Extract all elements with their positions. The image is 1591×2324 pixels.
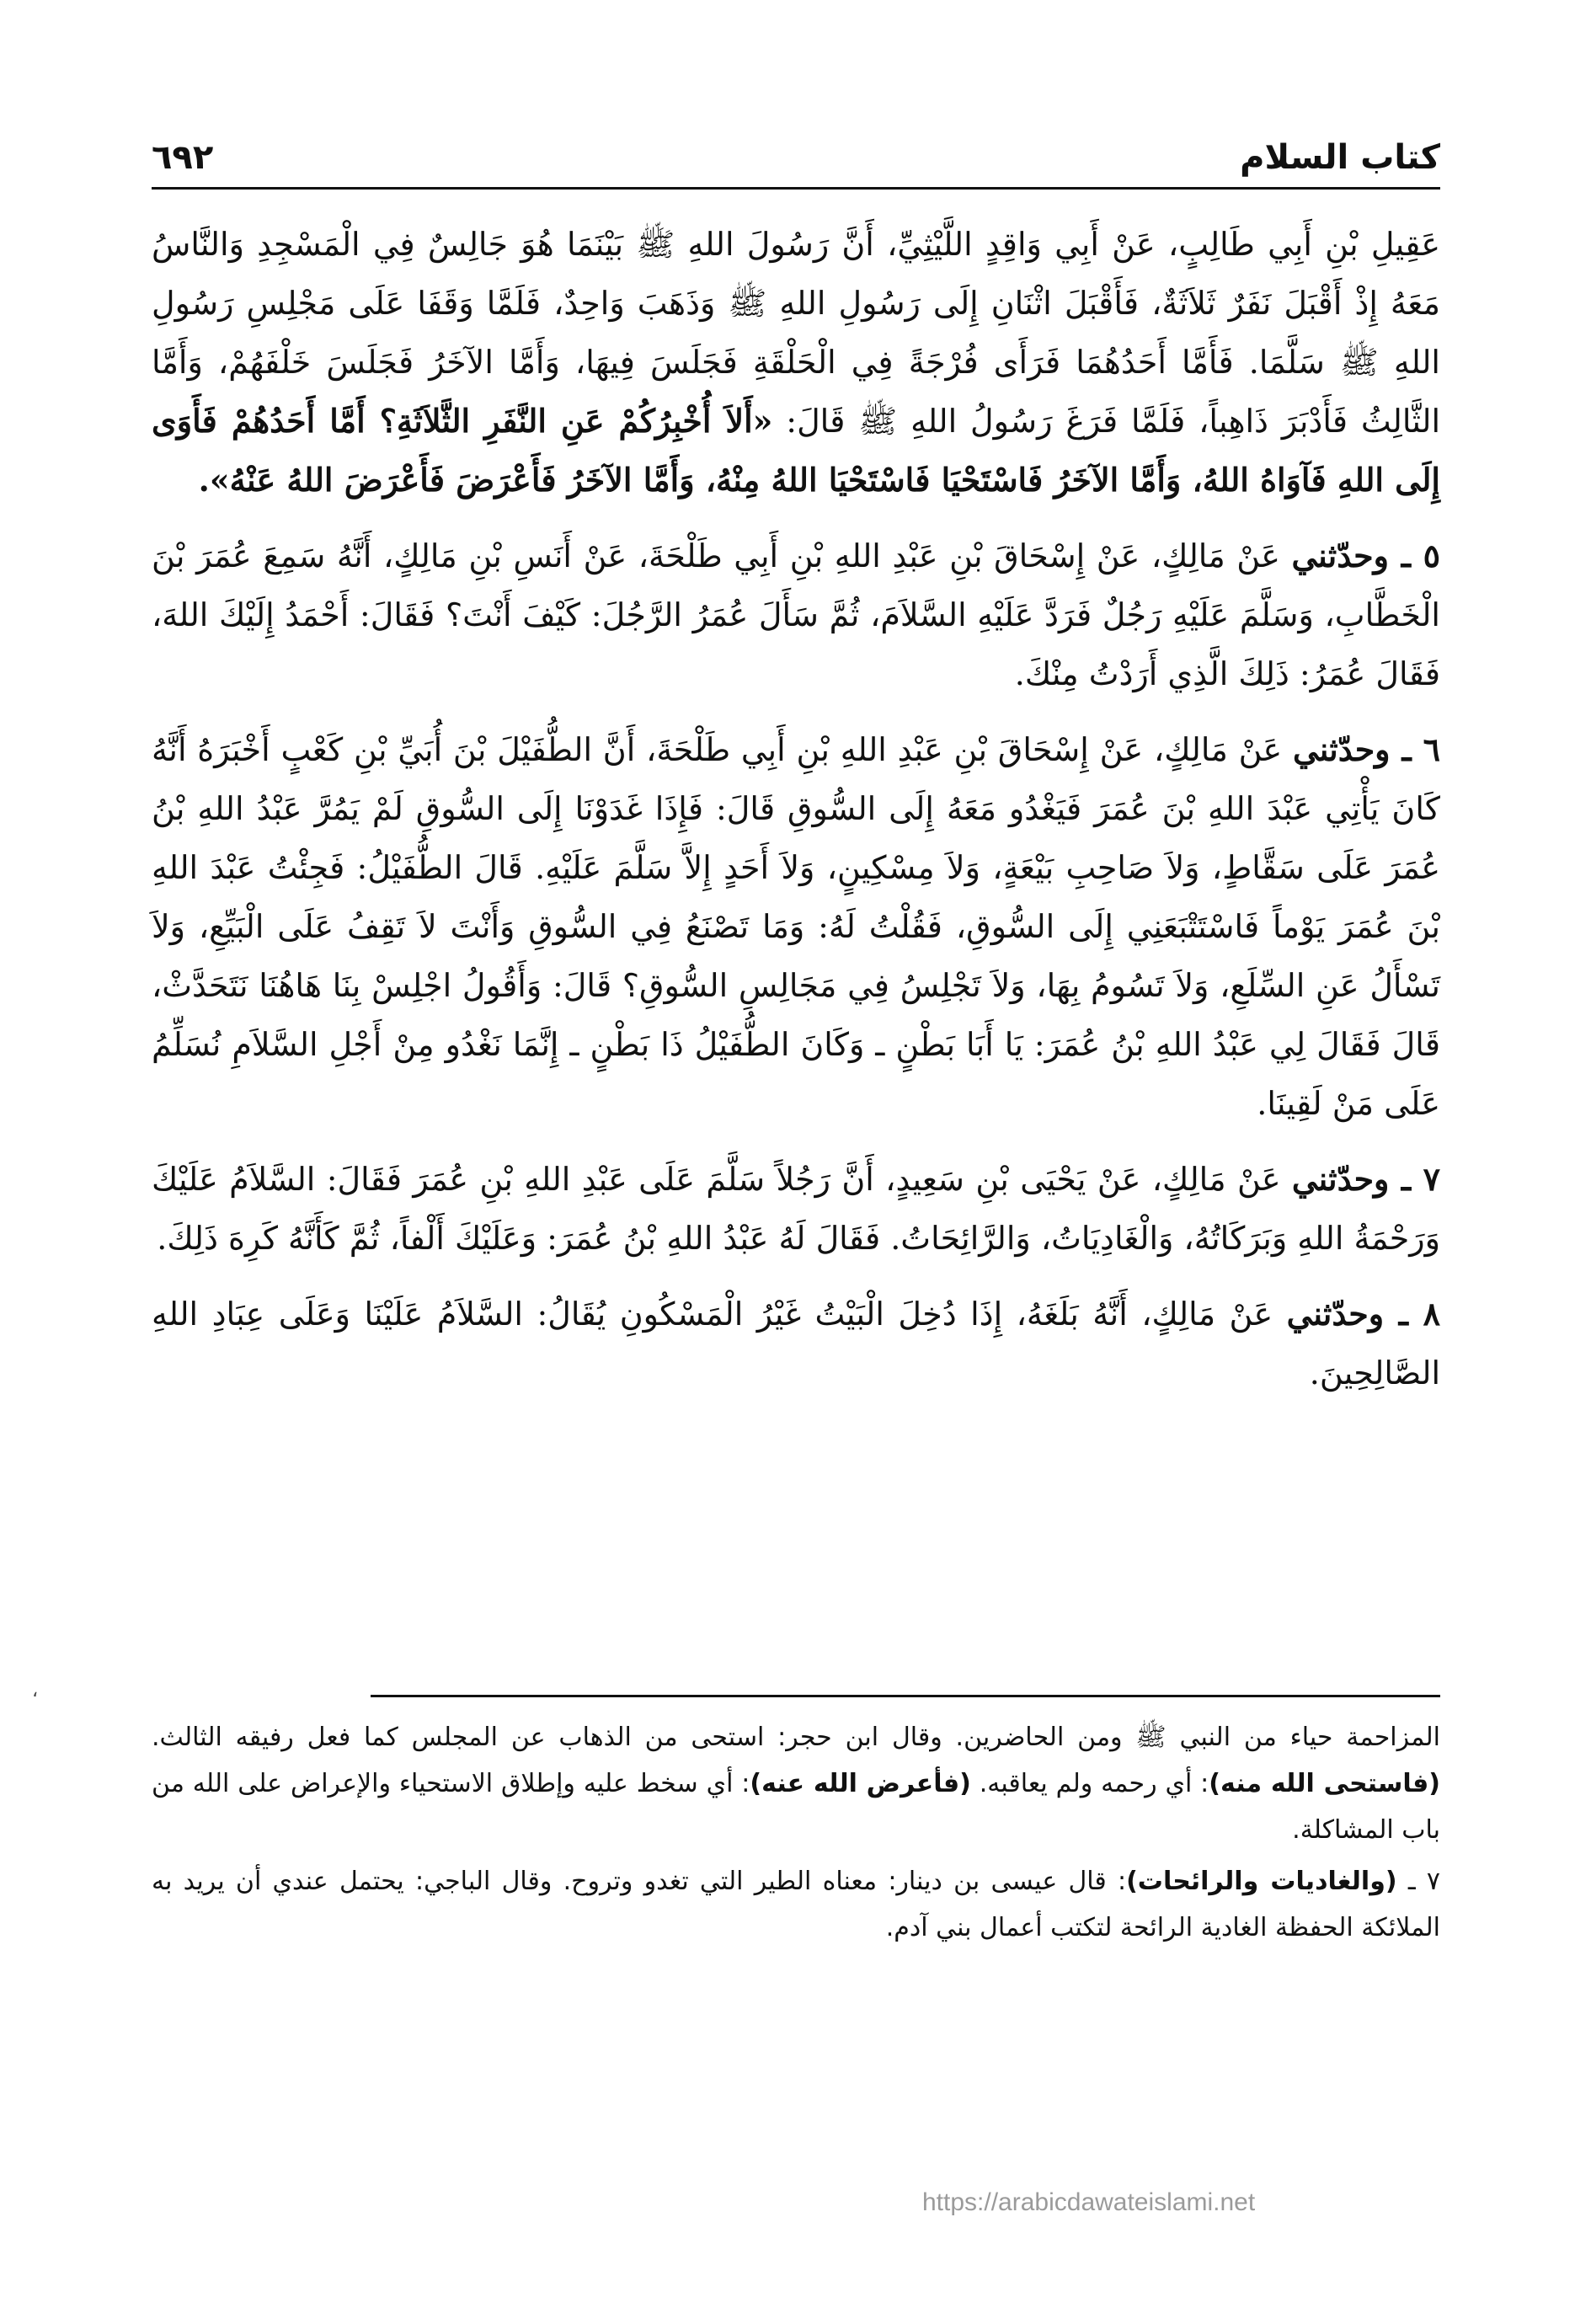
paragraph-text: عَقِيلِ بْنِ أَبِي طَالِبٍ، عَنْ أَبِي وَاقِدٍ اللَّيْثِيِّ، أَنَّ رَسُولَ اللهِ ﷺ بَيْنَمَا هُوَ جَالِسٌ فِي الْمَسْجِدِ وَالنَّاسُ مَعَهُ إِذْ أَقْبَلَ نَفَرٌ ثَلاَثَةٌ، فَأَقْبَلَ اثْنَانِ إِلَى رَسُولِ اللهِ ﷺ وَذَهَبَ وَاحِدٌ، فَلَمَّا وَقَفَا عَلَى مَجْلِسِ رَسُولِ اللهِ ﷺ سَلَّمَا. فَأَمَّا أَحَدُهُمَا فَرَأَى فُرْجَةً فِي الْحَلْقَةِ فَجَلَسَ فِيهَا، وَأَمَّا الآخَرُ فَجَلَسَ خَلْفَهُمْ، وَأَمَّا الثَّالِثُ فَأَدْبَرَ ذَاهِباً، فَلَمَّا فَرَغَ رَسُولُ اللهِ ﷺ قَالَ: (152, 226, 1440, 440)
hadith-body: عَنْ مَالِكٍ، عَنْ يَحْيَى بْنِ سَعِيدٍ، أَنَّ رَجُلاً سَلَّمَ عَلَى عَبْدِ اللهِ بْنِ عُمَرَ فَقَالَ: السَّلاَمُ عَلَيْكَ وَرَحْمَةُ اللهِ وَبَرَكَاتُهُ، وَالْغَادِيَاتُ، وَالرَّائِحَاتُ. فَقَالَ لَهُ عَبْدُ اللهِ بْنُ عُمَرَ: وَعَلَيْكَ أَلْفاً، ثُمَّ كَأَنَّهُ كَرِهَ ذَلِكَ. (152, 1161, 1440, 1257)
watermark-url: https://arabicdawateislami.net (922, 2188, 1256, 2216)
footnotes (152, 1714, 1440, 1956)
narration-keyword: وحدّثني (1286, 1295, 1385, 1333)
footnote-text: : قال عيسى بن دينار: معناه الطير التي تغدو وتروح. وقال الباجي: يحتمل عندي أن يريد به الملائكة الحفظة الغادية الرائحة لتكتب أعمال بني آدم. (152, 1867, 1440, 1942)
footnote-lemma: (فاستحى الله منه) (1209, 1769, 1440, 1798)
book-page (152, 110, 1440, 2232)
footnote-lemma: (فأعرض الله عنه) (750, 1769, 971, 1798)
hadith-6 (152, 720, 1440, 1133)
paragraph-continued (152, 215, 1440, 510)
hadith-8 (152, 1285, 1440, 1402)
hadith-number: ٦ ـ (1390, 730, 1440, 768)
footnote-text: : أي رحمه ولم يعاقبه. (970, 1769, 1209, 1798)
hadith-body: عَنْ مَالِكٍ، عَنْ إِسْحَاقَ بْنِ عَبْدِ اللهِ بْنِ أَبِي طَلْحَةَ، أَنَّ الطُّفَيْلَ بْنَ أُبَيِّ بْنِ كَعْبٍ أَخْبَرَهُ أَنَّهُ كَانَ يَأْتِي عَبْدَ اللهِ بْنَ عُمَرَ فَيَغْدُو مَعَهُ إِلَى السُّوقِ قَالَ: فَإِذَا غَدَوْنَا إِلَى السُّوقِ لَمْ يَمُرَّ عَبْدُ اللهِ بْنُ عُمَرَ عَلَى سَقَّاطٍ، وَلاَ صَاحِبِ بَيْعَةٍ، وَلاَ مِسْكِينٍ، وَلاَ أَحَدٍ إِلاَّ سَلَّمَ عَلَيْهِ. قَالَ الطُّفَيْلُ: فَجِئْتُ عَبْدَ اللهِ بْنَ عُمَرَ يَوْماً فَاسْتَتْبَعَنِي إِلَى السُّوقِ، فَقُلْتُ لَهُ: وَمَا تَصْنَعُ فِي السُّوقِ وَأَنْتَ لاَ تَقِفُ عَلَى الْبَيِّعِ، وَلاَ تَسْأَلُ عَنِ السِّلَعِ، وَلاَ تَسُومُ بِهَا، وَلاَ تَجْلِسُ فِي مَجَالِسِ السُّوقِ؟ قَالَ: وَأَقُولُ اجْلِسْ بِنَا هَاهُنَا نَتَحَدَّثْ، قَالَ فَقَالَ لِي عَبْدُ اللهِ بْنُ عُمَرَ: يَا أَبَا بَطْنٍ ـ وَكَانَ الطُّفَيْلُ ذَا بَطْنٍ ـ إِنَّمَا نَغْدُو مِنْ أَجْلِ السَّلاَمِ نُسَلِّمُ عَلَى مَنْ لَقِينَا. (152, 731, 1441, 1122)
hadith-5 (152, 526, 1440, 703)
footnote-1 (152, 1714, 1440, 1853)
narration-keyword: وحدّثني (1291, 1160, 1390, 1198)
stray-mark: ، (32, 1680, 39, 1702)
hadith-number: ٨ ـ (1384, 1295, 1440, 1333)
footnote-lemma: (والغاديات والرائحات) (1126, 1867, 1397, 1896)
footnote-number: ٧ ـ (1396, 1867, 1440, 1896)
narration-keyword: وحدّثني (1293, 730, 1391, 768)
footnote-text: : أي سخط عليه وإطلاق الاستحياء والإعراض على الله من باب المشاكلة. (152, 1769, 1440, 1845)
book-title: كتاب السلام (1240, 138, 1440, 177)
page-number: ٦٩٢ (152, 138, 214, 177)
hadith-number: ٥ ـ (1389, 537, 1441, 574)
hadith-quote: «أَلاَ أُخْبِرُكُمْ عَنِ النَّفَرِ الثَّلاَثَةِ؟ أَمَّا أَحَدُهُمْ فَأَوَى إِلَى اللهِ فَآوَاهُ اللهُ، وَأَمَّا الآخَرُ فَاسْتَحْيَا فَاسْتَحْيَا اللهُ مِنْهُ، وَأَمَّا الآخَرُ فَأَعْرَضَ فَأَعْرَضَ اللهُ عَنْهُ». (152, 402, 1440, 499)
footnote-rule (371, 1695, 1440, 1697)
running-header (152, 110, 1440, 185)
hadith-body: عَنْ مَالِكٍ، عَنْ إِسْحَاقَ بْنِ عَبْدِ اللهِ بْنِ أَبِي طَلْحَةَ، عَنْ أَنَسِ بْنِ مَالِكٍ، أَنَّهُ سَمِعَ عُمَرَ بْنَ الْخَطَّابِ، وَسَلَّمَ عَلَيْهِ رَجُلٌ فَرَدَّ عَلَيْهِ السَّلاَمَ، ثُمَّ سَأَلَ عُمَرُ الرَّجُلَ: كَيْفَ أَنْتَ؟ فَقَالَ: أَحْمَدُ إِلَيْكَ اللهَ، فَقَالَ عُمَرُ: ذَلِكَ الَّذِي أَرَدْتُ مِنْكَ. (152, 537, 1440, 692)
narration-keyword: وحدّثني (1291, 537, 1389, 574)
hadith-7 (152, 1150, 1440, 1268)
footnote-text: المزاحمة حياء من النبي ﷺ ومن الحاضرين. وقال ابن حجر: استحى من الذهاب عن المجلس كما فعل رفيقه الثالث. (152, 1723, 1440, 1752)
hadith-text (152, 215, 1440, 1419)
hadith-body: عَنْ مَالِكٍ، أَنَّهُ بَلَغَهُ، إِذَا دُخِلَ الْبَيْتُ غَيْرُ الْمَسْكُونِ يُقَالُ: السَّلاَمُ عَلَيْنَا وَعَلَى عِبَادِ اللهِ الصَّالِحِينَ. (152, 1296, 1440, 1392)
footnote-2 (152, 1858, 1440, 1951)
hadith-number: ٧ ـ (1389, 1160, 1440, 1198)
header-rule (152, 187, 1440, 190)
